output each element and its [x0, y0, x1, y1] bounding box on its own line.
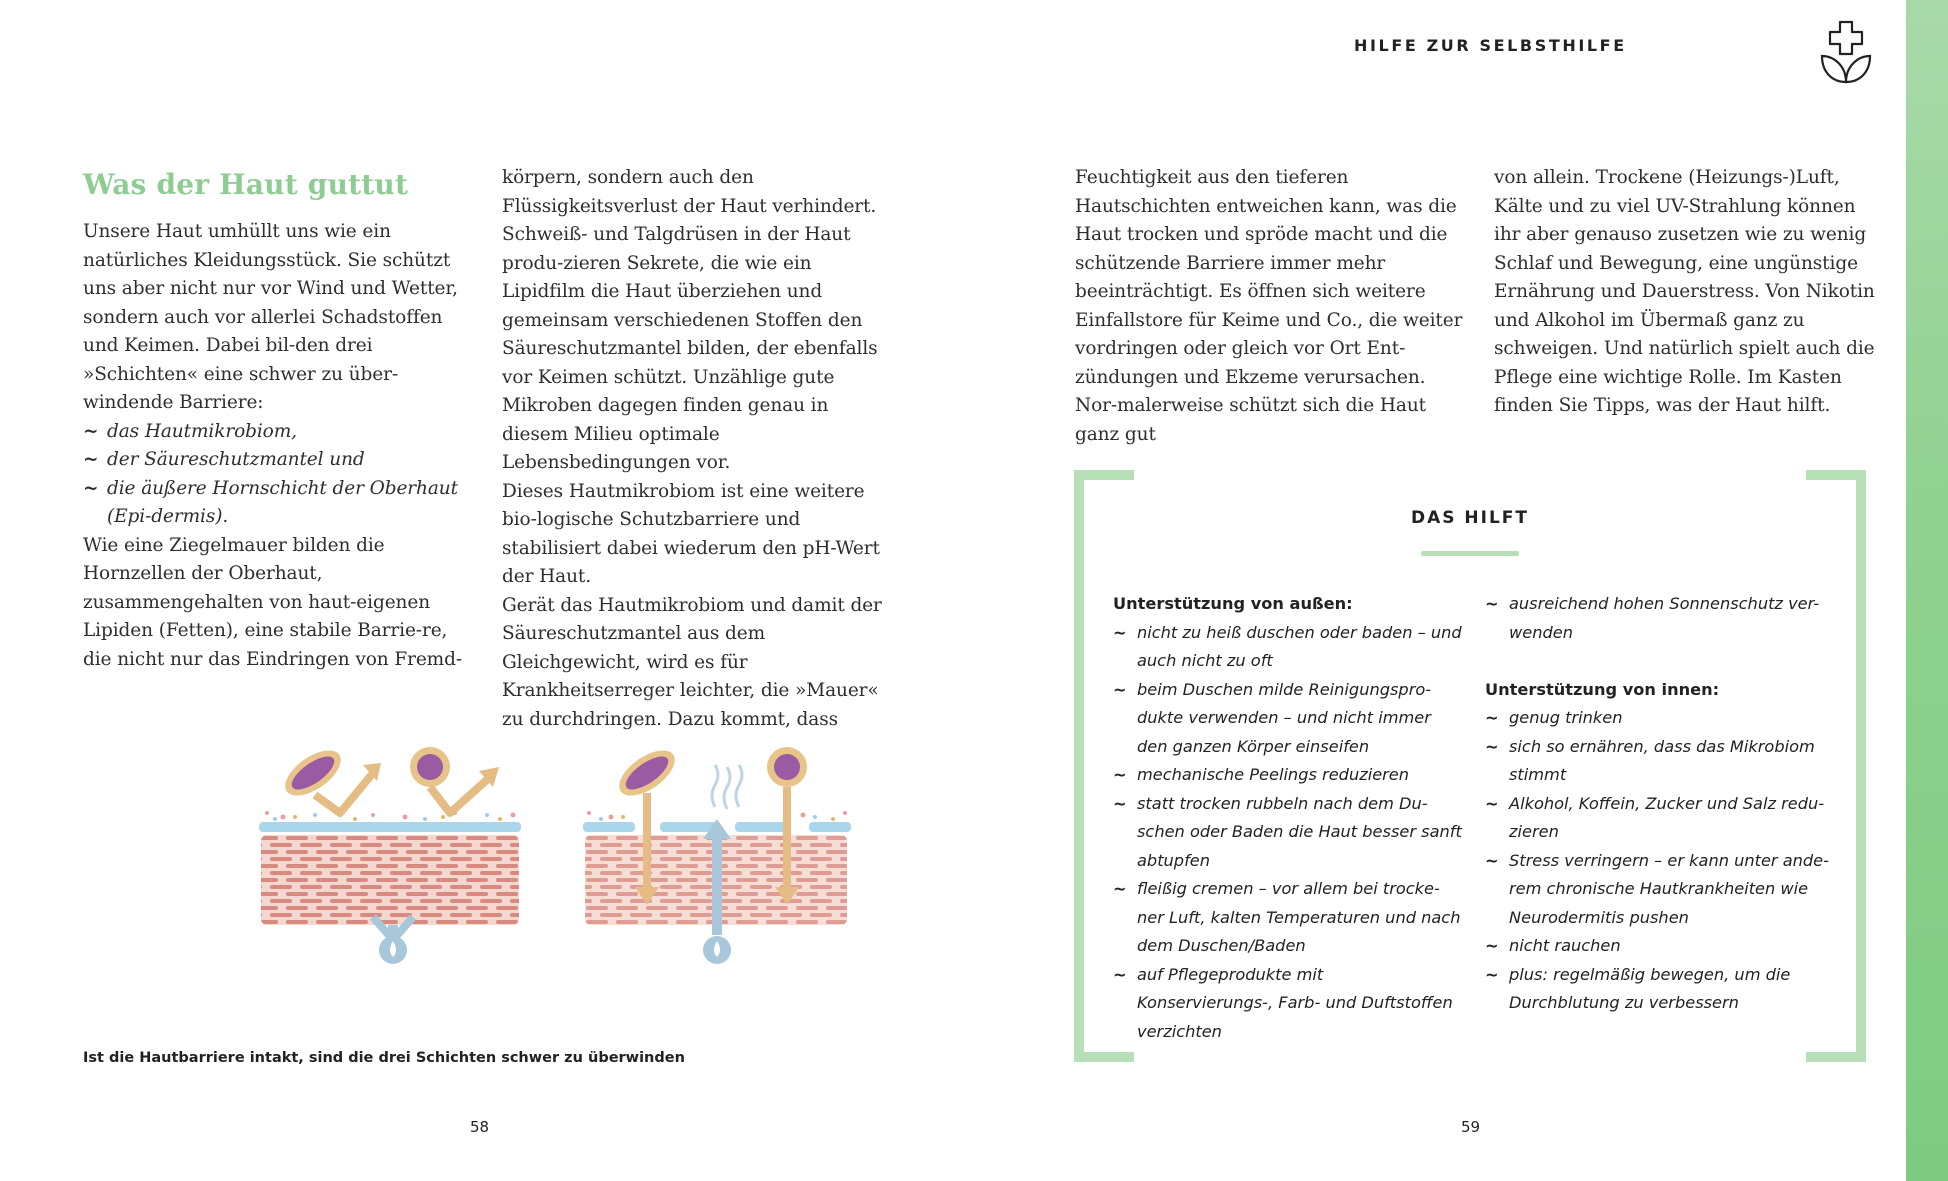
tip-item: ~ Stress verringern – er kann unter ande-rem chronische Hautkrankheiten wie Neurodermitis pushen	[1485, 847, 1835, 933]
figure-caption: Ist die Hautbarriere intakt, sind die drei Schichten schwer zu überwinden	[83, 1050, 685, 1066]
tip-item: ~ genug trinken	[1485, 704, 1835, 733]
page-number-right: 59	[1461, 1118, 1481, 1136]
side-color-bar	[1906, 0, 1948, 1181]
barrier-list	[83, 418, 463, 532]
tip-item: ~ nicht rauchen	[1485, 932, 1835, 961]
inside-support-list	[1485, 704, 1835, 1018]
paragraph: Gerät das Hautmikrobiom und damit der Säureschutzmantel aus dem Gleichgewicht, wird es für Krankheitserreger leichter, die »Mauer« zu durchdringen. Dazu kommt, dass	[502, 594, 882, 730]
brick-wall-paragraph: Wie eine Ziegelmauer bilden die Hornzellen der Oberhaut, zusammengehalten von haut-eigenen Lipiden (Fetten), eine stabile Barrie-re, die nicht nur das Eindringen von Fremd-	[83, 534, 462, 670]
outside-support-list	[1113, 619, 1463, 1047]
right-column-1: Feuchtigkeit aus den tieferen Hautschichten entweichen kann, was die Haut trocken und spröde macht und die schützende Barriere immer mehr beeinträchtigt. Es öffnen sich weitere Einfallstore für Keime und Co., die weiter vordringen oder gleich vor Ort Ent-zündungen und Ekzeme verursachen. Nor-malerweise schützt sich die Haut ganz gut	[1075, 167, 1463, 445]
tip-item: ~ beim Duschen milde Reinigungspro-dukte verwenden – und nicht immer den ganzen Körper einseifen	[1113, 676, 1463, 762]
intro-paragraph: Unsere Haut umhüllt uns wie ein natürliches Kleidungsstück. Sie schützt uns aber nicht nur vor Wind und Wetter, sondern auch vor allerlei Schadstoffen und Keimen. Dabei bil-den drei »Schichten« eine schwer zu über-windende Barriere:	[83, 221, 458, 413]
box-column-1	[1113, 590, 1463, 1046]
tip-item: ~ Alkohol, Koffein, Zucker und Salz redu-zieren	[1485, 790, 1835, 847]
tip-item: ~ fleißig cremen – vor allem bei trocke-ner Luft, kalten Temperaturen und nach dem Duschen/Baden	[1113, 875, 1463, 961]
barrier-item: ~ die äußere Hornschicht der Oberhaut (Epi-dermis).	[83, 475, 463, 532]
running-head: HILFE ZUR SELBSTHILFE	[1354, 36, 1627, 55]
skin-barrier-illustration	[255, 735, 855, 970]
paragraph: Schweiß- und Talgdrüsen in der Haut produ-zieren Sekrete, die wie ein Lipidfilm die Haut überziehen und gemeinsam verschiedenen Stoffen den Säureschutzmantel bilden, der ebenfalls vor Keimen schützt. Unzählige gute Mikroben dagegen finden genau in diesem Milieu optimale Lebensbedingungen vor.	[502, 224, 878, 473]
barrier-item: ~ das Hautmikrobiom,	[83, 418, 463, 447]
cross-leaf-icon	[1818, 20, 1874, 84]
tip-item: ~ ausreichend hohen Sonnenschutz ver-wenden	[1485, 590, 1835, 647]
paragraph: Dieses Hautmikrobiom ist eine weitere bio-logische Schutzbarriere und stabilisiert dabei wiederum den pH-Wert der Haut.	[502, 480, 880, 587]
damaged-skin-panel	[583, 742, 851, 964]
box-column-2	[1485, 590, 1835, 1018]
tip-item: ~ plus: regelmäßig bewegen, um die Durchblutung zu verbessern	[1485, 961, 1835, 1018]
outside-support-heading: Unterstützung von außen:	[1113, 594, 1353, 613]
intact-skin-panel	[259, 742, 521, 964]
tip-item: ~ auf Pflegeprodukte mit Konservierungs-, Farb- und Duftstoffen verzichten	[1113, 961, 1463, 1047]
paragraph: körpern, sondern auch den Flüssigkeitsverlust der Haut verhindert.	[502, 167, 877, 217]
tip-item: ~ nicht zu heiß duschen oder baden – und auch nicht zu oft	[1113, 619, 1463, 676]
tip-item: ~ statt trocken rubbeln nach dem Du-schen oder Baden die Haut besser sanft abtupfen	[1113, 790, 1463, 876]
tip-item: ~ sich so ernähren, dass das Mikrobiom stimmt	[1485, 733, 1835, 790]
box-title: DAS HILFT	[1410, 508, 1530, 528]
barrier-item: ~ der Säureschutzmantel und	[83, 446, 463, 475]
right-column-2: von allein. Trockene (Heizungs-)Luft, Kälte und zu viel UV-Strahlung können ihr aber genauso zusetzen wie zu wenig Schlaf und Bewegung, eine ungünstige Ernährung und Dauerstress. Von Nikotin und Alkohol im Übermaß ganz zu schweigen. Und natürlich spielt auch die Pflege eine wichtige Rolle. Im Kasten finden Sie Tipps, was der Haut hilft.	[1494, 167, 1875, 416]
inside-support-heading: Unterstützung von innen:	[1485, 679, 1720, 699]
page-number-left: 58	[470, 1118, 490, 1136]
page-heading: Was der Haut guttut	[83, 168, 409, 201]
outside-support-list-continued	[1485, 590, 1835, 647]
box-title-rule	[1421, 551, 1519, 556]
left-column-1	[83, 164, 463, 674]
left-column-2	[502, 164, 882, 734]
tip-item: ~ mechanische Peelings reduzieren	[1113, 761, 1463, 790]
